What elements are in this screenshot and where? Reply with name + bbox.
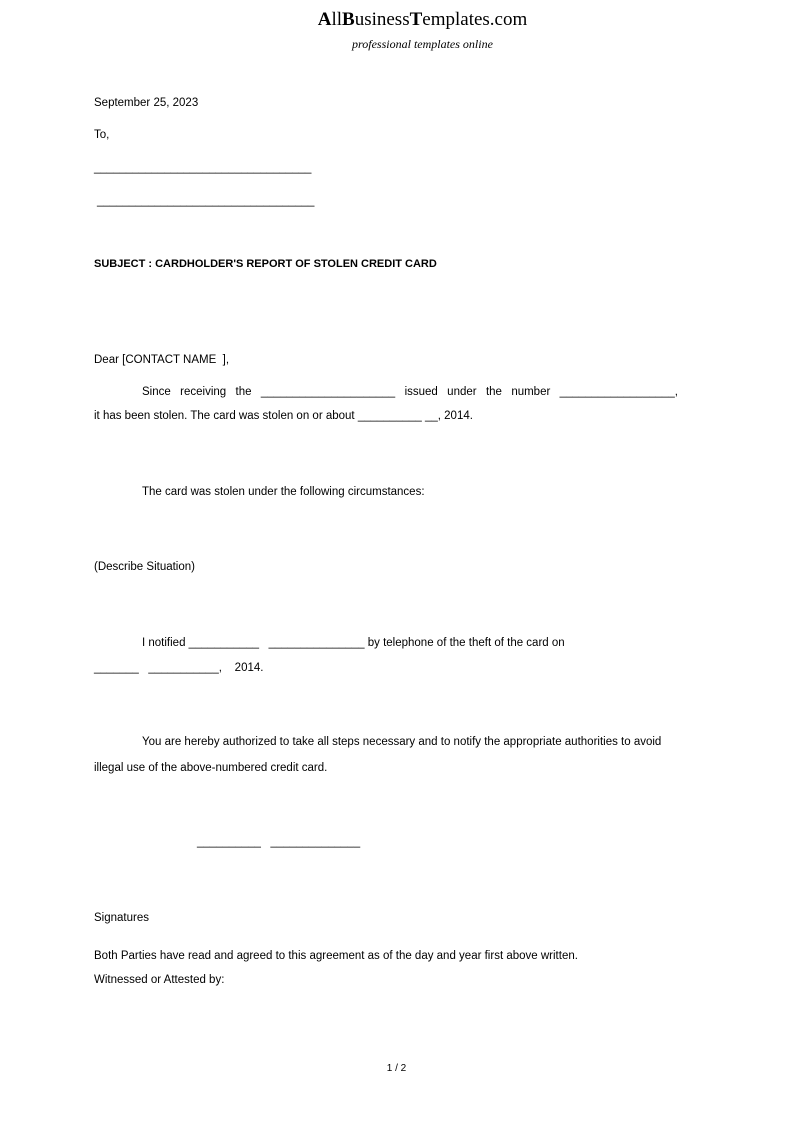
p1-word: issued [404, 386, 438, 398]
signatures-heading: Signatures [94, 912, 149, 924]
p1-word: under [447, 386, 477, 398]
paragraph-4-line-1: You are hereby authorized to take all steps necessary and to notify the appropriate authorities to avoid [142, 736, 662, 748]
p1-blank: __________________, [559, 386, 678, 398]
paragraph-3-line-1: I notified ___________ _______________ by telephone of the theft of the card on [142, 637, 565, 649]
address-line-1: __________________________________ [94, 162, 312, 174]
letter-date: September 25, 2023 [94, 97, 199, 109]
recipient-to: To, [94, 129, 110, 141]
paragraph-1-line-1 [142, 385, 678, 399]
page-number: 1 / 2 [386, 1063, 407, 1074]
p1-word: the [235, 386, 252, 398]
p1-word: the [485, 386, 502, 398]
paragraph-1-line-2: it has been stolen. The card was stolen on or about __________ __, 2014. [94, 410, 473, 422]
witnessed-line: Witnessed or Attested by: [94, 974, 225, 986]
describe-situation: (Describe Situation) [94, 561, 195, 573]
salutation: Dear [CONTACT NAME ], [94, 354, 230, 366]
paragraph-3-line-2: _______ ___________, 2014. [94, 662, 264, 674]
address-line-2: __________________________________ [97, 195, 315, 207]
p1-word: receiving [180, 386, 227, 398]
signature-blank: __________ ______________ [197, 836, 361, 848]
brand-logo: AllBusinessTemplates.com [317, 9, 528, 30]
brand-tagline: professional templates online [352, 37, 493, 51]
agreement-statement: Both Parties have read and agreed to this agreement as of the day and year first above written. [94, 950, 578, 962]
p1-word: number [511, 386, 551, 398]
paragraph-2: The card was stolen under the following circumstances: [142, 486, 425, 498]
p1-word: Since [142, 386, 171, 398]
p1-blank: _____________________ [260, 386, 396, 398]
paragraph-4-line-2: illegal use of the above-numbered credit card. [94, 762, 328, 774]
subject-line: SUBJECT : CARDHOLDER'S REPORT OF STOLEN CREDIT CARD [94, 258, 437, 270]
